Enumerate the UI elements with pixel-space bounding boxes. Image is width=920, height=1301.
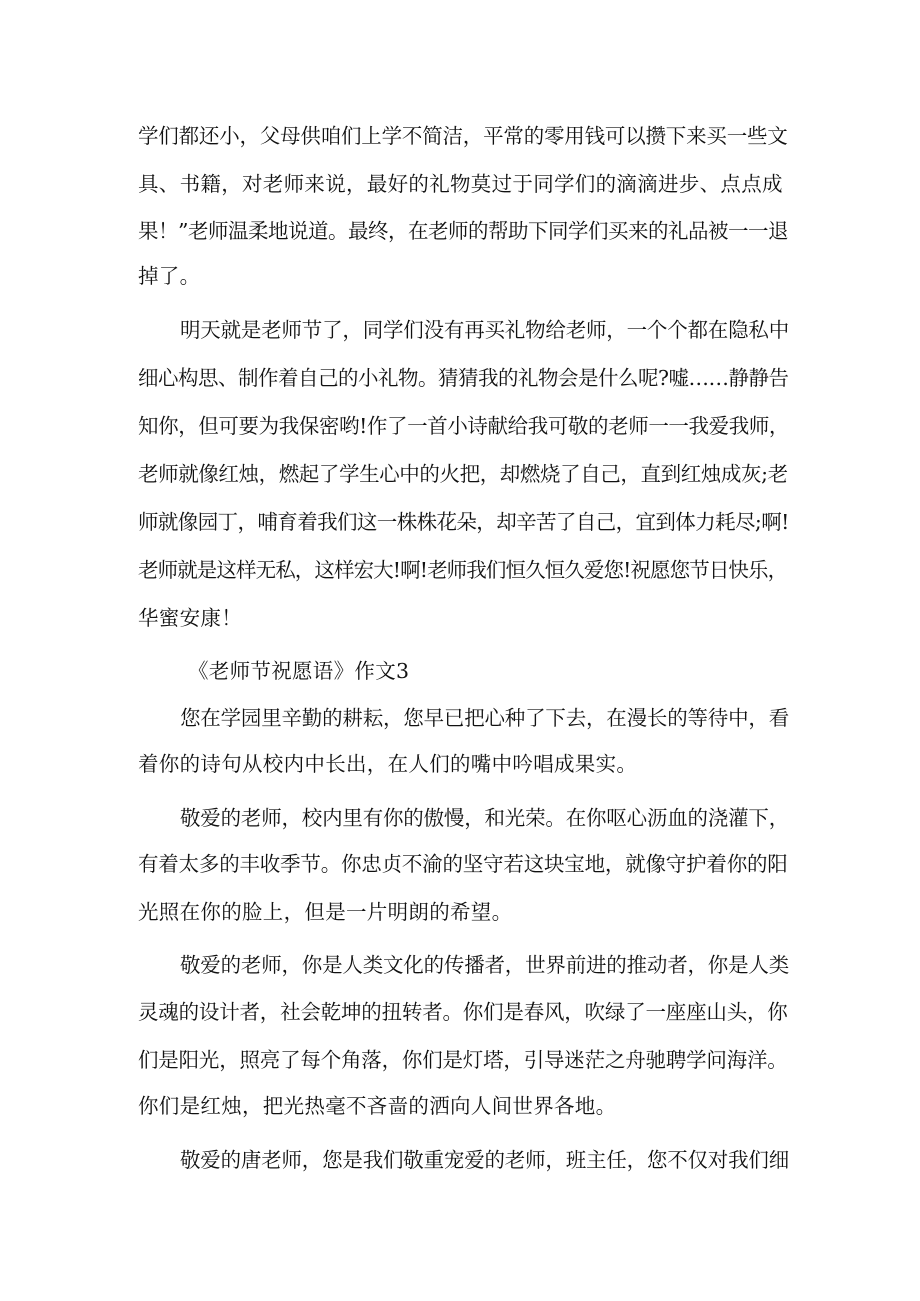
text-line: 具、书籍，对老师来说，最好的礼物莫过于同学们的滴滴进步、点点成 [138, 172, 783, 196]
text-line: 果！”老师温柔地说道。最终，在老师的帮助下同学们买来的礼品被一一退 [138, 219, 788, 243]
text-line: 敬爱的老师，你是人类文化的传播者，世界前进的推动者，你是人类 [180, 953, 789, 977]
text-line: 老师就像红烛，燃起了学生心中的火把，却燃烧了自己，直到红烛成灰;老 [138, 462, 788, 486]
text-line: 明天就是老师节了，同学们没有再买礼物给老师，一个个都在隐私中 [180, 318, 789, 342]
text-line: 细心构思、制作着自己的小礼物。猜猜我的礼物会是什么呢?嘘……静静告 [138, 366, 789, 390]
text-line: 老师就是这样无私，这样宏大!啊!老师我们恒久恒久爱您!祝愿您节日快乐， [138, 558, 788, 582]
text-line: 华蜜安康！ [138, 606, 242, 630]
text-line: 灵魂的设计者，社会乾坤的扭转者。你们是春风，吹绿了一座座山头，你 [138, 1000, 788, 1024]
text-line: 掉了。 [138, 264, 201, 288]
section-heading: 《老师节祝愿语》作文3 [188, 659, 410, 683]
text-line: 敬爱的老师，校内里有你的傲慢，和光荣。在你呕心沥血的浇灌下， [180, 806, 789, 830]
text-line: 师就像园丁，哺育着我们这一株株花朵，却辛苦了自己，宜到体力耗尽;啊! [138, 510, 789, 534]
text-line: 学们都还小，父母供咱们上学不简洁，平常的零用钱可以攒下来买一些文 [138, 124, 788, 148]
text-line: 知你，但可要为我保密哟!作了一首小诗献给我可敬的老师一一我爱我师， [138, 414, 790, 438]
text-line: 们是阳光，照亮了每个角落，你们是灯塔，引导迷茫之舟驰聘学问海洋。 [138, 1048, 788, 1072]
text-line: 着你的诗句从校内中长出，在人们的嘴中吟唱成果实。 [138, 752, 638, 776]
text-line: 您在学园里辛勤的耕耘，您早已把心种了下去，在漫长的等待中，看 [180, 706, 789, 730]
text-line: 有着太多的丰收季节。你忠贞不渝的坚守若这块宝地，就像守护着你的阳 [138, 852, 788, 876]
text-line: 你们是红烛，把光热毫不吝啬的洒向人间世界各地。 [138, 1094, 617, 1118]
text-line: 光照在你的脸上，但是一片明朗的希望。 [138, 900, 513, 924]
text-line: 敬爱的唐老师，您是我们敬重宠爱的老师，班主任，您不仅对我们细 [180, 1148, 789, 1172]
